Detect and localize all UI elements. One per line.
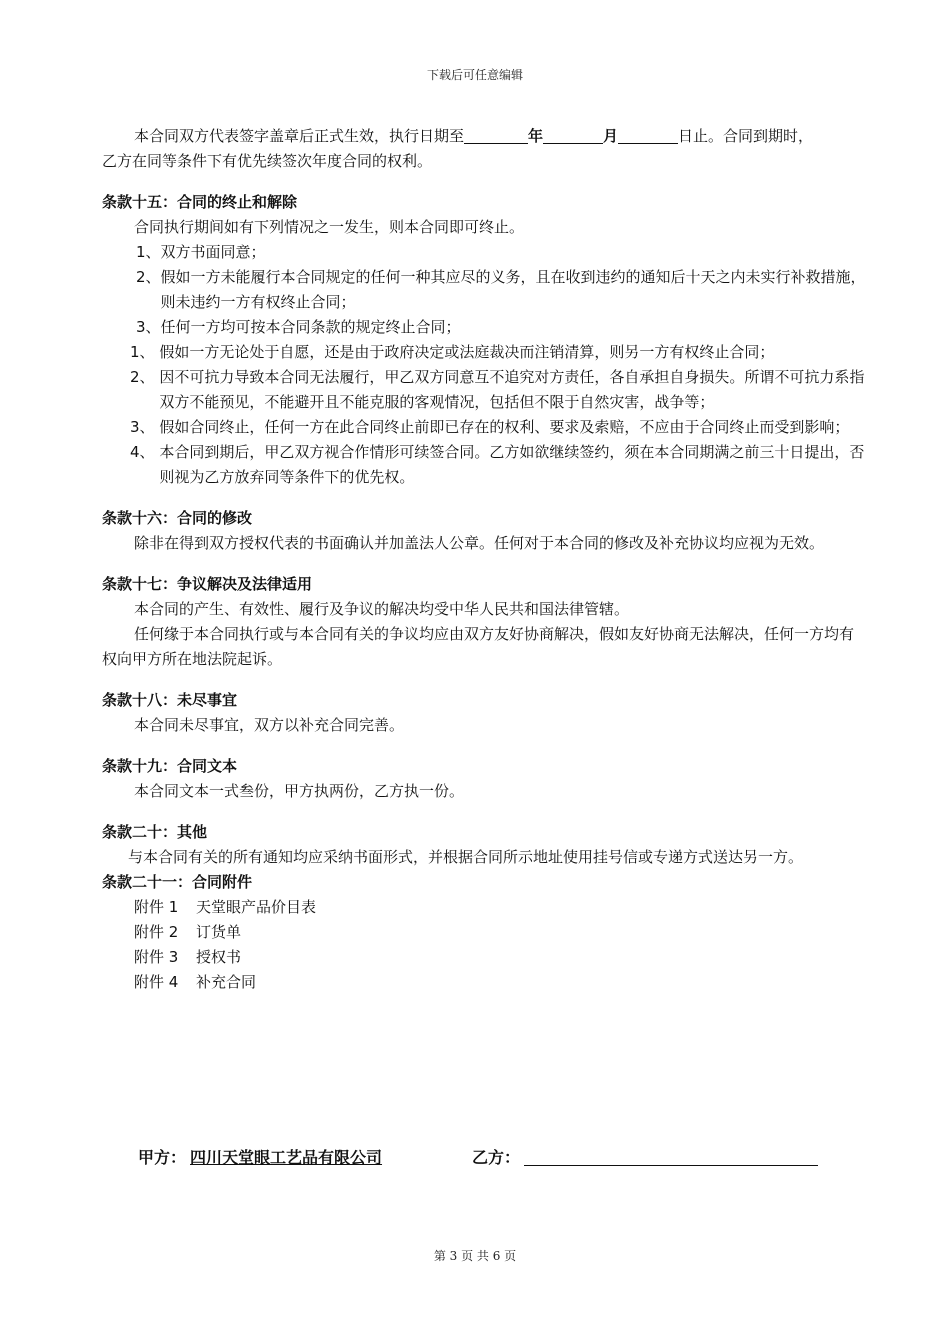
section-20-text: 与本合同有关的所有通知均应采纳书面形式，并根据合同所示地址使用挂号信或专递方式送达另一方。: [128, 848, 804, 866]
page-footer: 第 3 页 共 6 页: [433, 1249, 517, 1263]
day-blank: [618, 127, 678, 144]
party-a-name: 四川天堂眼工艺品有限公司: [190, 1148, 383, 1167]
effective-date-text: 本合同双方代表签字盖章后正式生效，执行日期至: [134, 127, 465, 145]
attachment-list: [102, 895, 866, 995]
list-item: 3、 任何一方均可按本合同条款的规定终止合同；: [136, 318, 461, 336]
section-19-text: 本合同文本一式叁份，甲方执两份，乙方执一份。: [134, 782, 465, 800]
section-19-title: 条款十九：合同文本: [102, 757, 238, 775]
list-item: 2、 假如一方未能履行本合同规定的任何一种其应尽的义务，且在收到违约的通知后十天之内未实行补救措施，则未违约一方有权终止合同；: [136, 268, 866, 311]
termination-list-b: [102, 340, 866, 490]
list-item: 3、 假如合同终止，任何一方在此合同终止前即已存在的权利、要求及索赔，不应由于合同终止而受到影响；: [130, 418, 850, 436]
section-18-title: 条款十八：未尽事宜: [102, 691, 238, 709]
list-item: 附件 1 天堂眼产品价目表: [134, 898, 317, 916]
section-16-title: 条款十六：合同的修改: [102, 509, 253, 527]
party-a: [138, 1145, 382, 1168]
section-20-title: 条款二十：其他: [102, 823, 208, 841]
contract-body: [102, 124, 866, 995]
month-label: 月: [603, 127, 619, 145]
list-item: 附件 3 授权书: [134, 948, 242, 966]
year-label: 年: [528, 127, 544, 145]
party-a-label: 甲方：: [138, 1148, 187, 1167]
section-17-paragraph-2: 任何缘于本合同执行或与本合同有关的争议均应由双方友好协商解决，假如友好协商无法解决，任何一方均有权向甲方所在地法院起诉。: [102, 625, 855, 668]
termination-list-a: [102, 240, 866, 340]
section-16-text: 除非在得到双方授权代表的书面确认并加盖法人公章。任何对于本合同的修改及补充协议均应视为无效。: [134, 534, 825, 552]
page-header: 下载后可任意编辑: [426, 68, 523, 82]
section-15-intro: 合同执行期间如有下列情况之一发生，则本合同即可终止。: [134, 218, 525, 236]
section-18-text: 本合同未尽事宜，双方以补充合同完善。: [134, 716, 405, 734]
section-17-paragraph-1: 本合同的产生、有效性、履行及争议的解决均受中华人民共和国法律管辖。: [134, 600, 630, 618]
renewal-right-text: 乙方在同等条件下有优先续签次年度合同的权利。: [102, 152, 433, 170]
section-17-title: 条款十七：争议解决及法律适用: [102, 575, 313, 593]
list-item: 1、 双方书面同意；: [136, 243, 266, 261]
list-item: 1、 假如一方无论处于自愿，还是由于政府决定或法庭裁决而注销清算，则另一方有权终止合同；: [130, 343, 775, 361]
party-b-label: 乙方：: [472, 1148, 521, 1167]
list-item: 附件 2 订货单: [134, 923, 242, 941]
list-item: 2、 因不可抗力导致本合同无法履行，甲乙双方同意互不追究对方责任，各自承担自身损失。所谓不可抗力系指双方不能预见，不能避开且不能克服的客观情况，包括但不限于自然灾害，战争等；: [130, 368, 865, 411]
list-item: 4、 本合同到期后，甲乙双方视合作情形可续签合同。乙方如欲继续签约，须在本合同期满之前三十日提出，否则视为乙方放弃同等条件下的优先权。: [130, 443, 865, 486]
section-21-title: 条款二十一：合同附件: [102, 873, 253, 891]
day-end-text: 日止。合同到期时，: [678, 127, 814, 145]
party-b: [472, 1145, 818, 1168]
effective-date-paragraph: [102, 124, 866, 149]
section-15-title: 条款十五：合同的终止和解除: [102, 193, 298, 211]
party-b-signature-line: [524, 1147, 818, 1166]
year-blank: [464, 127, 528, 144]
month-blank: [543, 127, 603, 144]
list-item: 附件 4 补充合同: [134, 973, 257, 991]
